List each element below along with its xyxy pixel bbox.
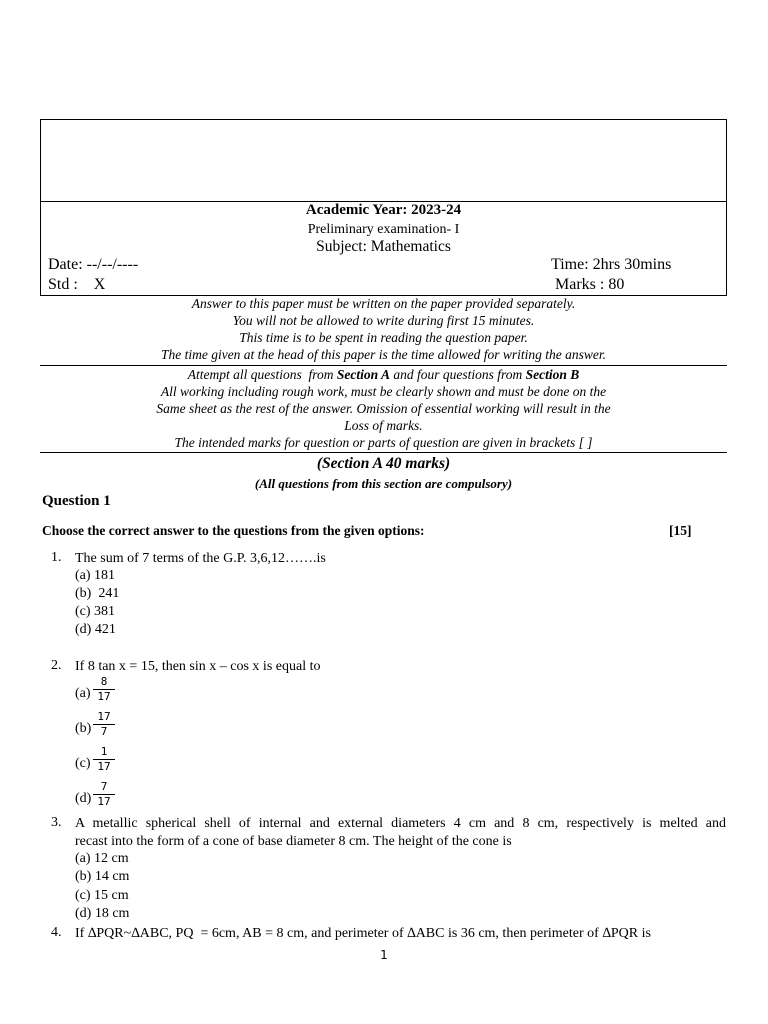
instruction-line: The intended marks for question or parts of question are given in brackets [ ] bbox=[174, 435, 593, 450]
instruction-line: The time given at the head of this paper is the time allowed for writing the answer. bbox=[160, 347, 607, 362]
question-instruction: Choose the correct answer to the questions from the given options: bbox=[42, 523, 425, 538]
option-label: (a) bbox=[75, 686, 91, 701]
total-marks: Marks : 80 bbox=[555, 276, 625, 293]
instruction-line: This time is to be spent in reading the question paper. bbox=[239, 330, 528, 345]
option: (d) 421 bbox=[75, 622, 116, 637]
option: (b) 14 cm bbox=[75, 869, 130, 884]
fraction: 1 17 bbox=[93, 746, 115, 773]
section-divider bbox=[40, 452, 727, 453]
instruction-line: You will not be allowed to write during first 15 minutes. bbox=[232, 313, 535, 328]
question-marks: [15] bbox=[669, 523, 692, 538]
option: (b) 241 bbox=[75, 586, 120, 601]
question-text: If ∆PQR~∆ABC, PQ = 6cm, AB = 8 cm, and perimeter of ∆ABC is 36 cm, then perimeter of ∆PQR is bbox=[75, 926, 651, 941]
fraction: 17 7 bbox=[93, 711, 115, 738]
instruction-line: Attempt all questions from Section A and four questions from Section B bbox=[187, 367, 580, 382]
option: (c) 381 bbox=[75, 604, 116, 619]
instructions-general bbox=[40, 295, 727, 363]
question-number: 2. bbox=[51, 658, 62, 673]
instruction-line: Answer to this paper must be written on the paper provided separately. bbox=[191, 296, 576, 311]
option: (d) 18 cm bbox=[75, 906, 130, 921]
question-text: The sum of 7 terms of the G.P. 3,6,12…….is bbox=[75, 551, 326, 566]
academic-year: Academic Year: 2023-24 bbox=[305, 202, 462, 218]
question-text: If 8 tan x = 15, then sin x – cos x is equal to bbox=[75, 659, 321, 674]
instruction-line: All working including rough work, must be clearly shown and must be done on the bbox=[160, 384, 607, 399]
question-number: 3. bbox=[51, 815, 62, 830]
option-label: (b) bbox=[75, 721, 92, 736]
exam-title: Preliminary examination- I bbox=[307, 222, 460, 237]
question-text: A metallic spherical shell of internal and external diameters 4 cm and 8 cm, respectively is melted and bbox=[75, 816, 726, 831]
subject: Subject: Mathematics bbox=[316, 238, 451, 255]
option-label: (c) bbox=[75, 756, 91, 771]
section-title: (Section A 40 marks) bbox=[316, 455, 451, 472]
question-number: 1. bbox=[51, 550, 62, 565]
instruction-line: Loss of marks. bbox=[344, 418, 423, 433]
section-subtitle: (All questions from this section are compulsory) bbox=[254, 476, 513, 491]
fraction: 7 17 bbox=[93, 781, 115, 808]
fraction: 8 17 bbox=[93, 676, 115, 703]
instruction-line: Same sheet as the rest of the answer. Omission of essential working will result in the bbox=[156, 401, 611, 416]
option: (a) 181 bbox=[75, 568, 116, 583]
option: (c) 15 cm bbox=[75, 888, 129, 903]
exam-time: Time: 2hrs 30mins bbox=[551, 256, 672, 273]
exam-date: Date: --/--/---- bbox=[48, 256, 139, 273]
question-number: 4. bbox=[51, 925, 62, 940]
question-heading: Question 1 bbox=[42, 493, 111, 509]
option-label: (d) bbox=[75, 791, 92, 806]
option: (a) 12 cm bbox=[75, 851, 129, 866]
question-text: recast into the form of a cone of base diameter 8 cm. The height of the cone is bbox=[75, 834, 512, 849]
instructions-attempt bbox=[40, 366, 727, 451]
standard: Std : X bbox=[48, 276, 106, 293]
page-number: 1 bbox=[380, 948, 388, 962]
